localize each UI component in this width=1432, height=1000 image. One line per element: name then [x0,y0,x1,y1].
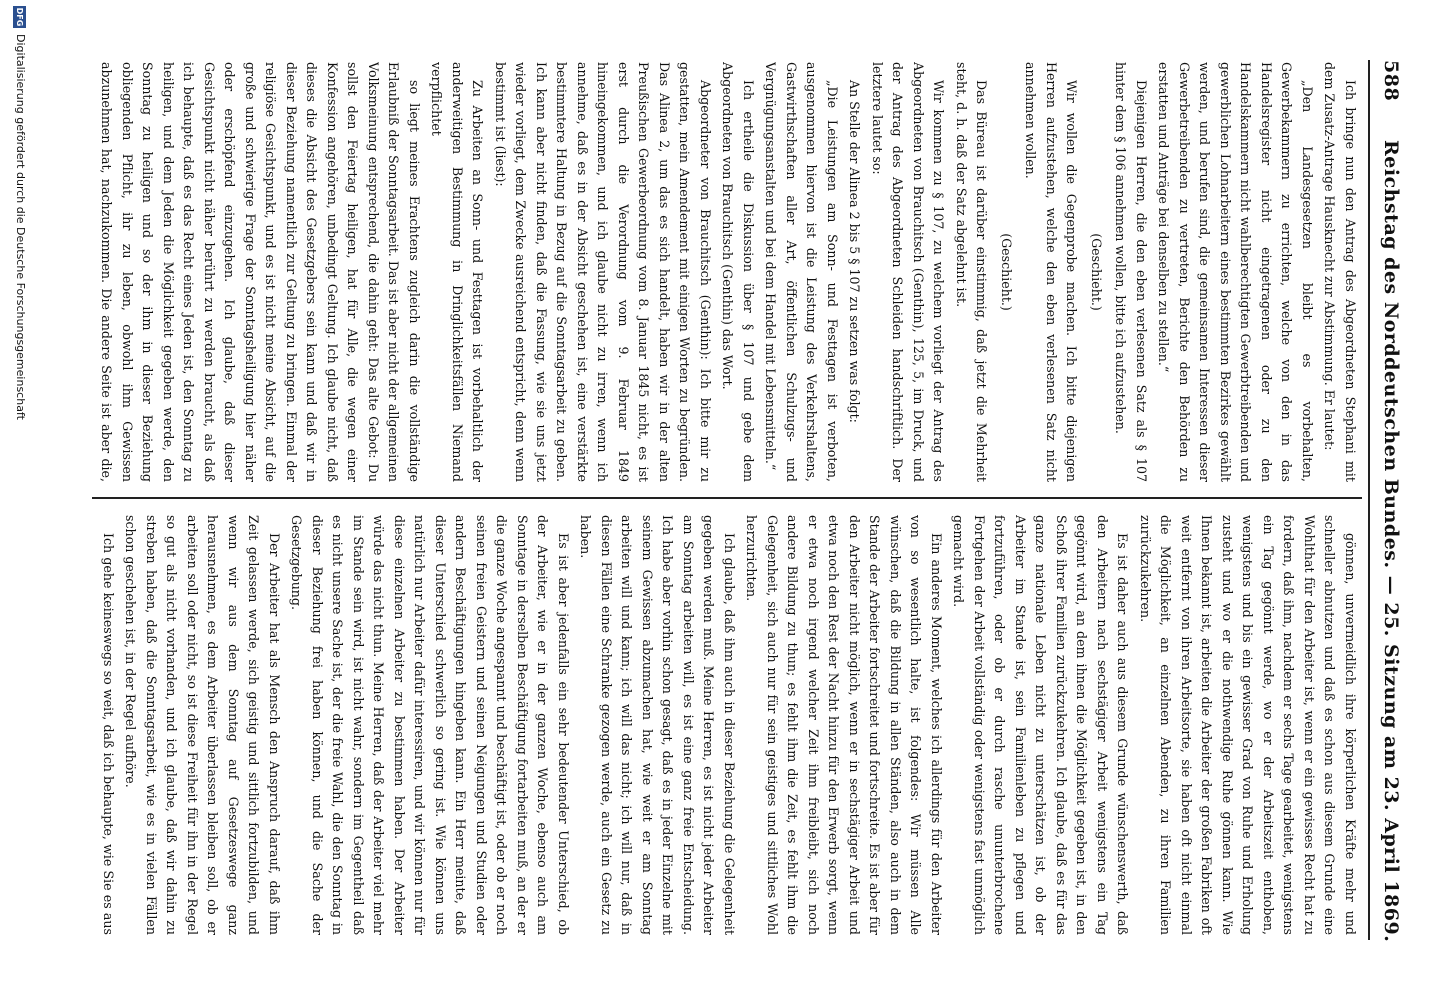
left-paragraph: Zu Arbeiten an Sonn- und Festtagen ist vorbehaltlich der anderweitigen Bestimmung in Dringlichkeitsfällen Niemand verpflichtet [429,62,486,482]
right-paragraph: Ein anderes Moment, welches ich allerdings für den Arbeiter von so wesentlich halte, ist folgendes: Wir müssen Alle wünschen, daß die Bildung in allen Ständen, also auch in dem Stande der Arbeiter fortschreitet und fortschreite. Es ist aber für den Arbeiter nicht möglich, wenn er in sechstägiger Arbeit und etwa noch den Rest der Nacht hinzu für den Erwerb sorgt, wenn er etwa noch irgend welcher Zeit ihm freibleibt, sich noch andere Bildung zu thun; es fehlt ihm die Zeit, es fehlt ihm die Gelegenheit, sich auch nur für sein geistiges und sittliches Wohl herzurichten. [744,515,944,935]
left-column [100,62,1360,482]
page-header [1372,60,1402,943]
left-paragraph: Das Büreau ist darüber einstimmig, daß jetzt die Mehrheit steht, d. h. daß der Satz abgelehnt ist. [954,62,990,482]
left-paragraph: An Stelle der Alinea 2 bis 5 § 107 zu setzen was folgt: [847,80,863,423]
left-paragraph: Abgeordneter von Brauchitsch (Genthin): Ich bitte mir zu gestatten, mein Amendement mit einigen Worten zu begründen. Das Alinea 2, um das es sich handelt, haben wir in der alten Preußischen Gewerbeordnung vom 8. Januar 1845 nicht, es ist erst durch die Verordnung vom 9. Februar 1849 hineingekommen, und ich glaube nicht zu irren, wenn ich annehme, daß es in der Absicht geschehen ist, eine verstärkte bestimmtere Haltung in Bezug auf die Sonntagsarbeit zu geben. Ich kann aber nicht finden, daß die Fassung, wie sie uns jetzt wieder vorliegt, dem Zwecke ausreichend entspricht, denn wenn bestimmt ist (liest): [493,62,713,482]
left-paragraph: „Den Landesgesetzen bleibt es vorbehalten, Gewerbekammern zu errichten, welche von den in das Handelsregister nicht eingetragenen oder zu den Handelskammern nicht wahlberechtigten Gewerbtreibenden und gewerblichen Lohnarbeitern eines bestimmten Bezirkes gewählt werden, und berufen sind, die gemeinsamen Interessen dieser Gewerbetreibenden zu vertreten, Berichte den Behörden zu erstatten und Anträge bei denselben zu stellen.“ [1156,62,1315,482]
left-stage-note: (Geschieht.) [1089,233,1104,311]
right-paragraph: gönnen, unvermeidlich ihre körperlichen Kräfte mehr und schneller abnutzen und daß es schon aus diesem Grunde eine Wohlthat für den Arbeiter ist, wenn er ein gewisses Recht hat zu fordern, daß ihm, nachdem er sechs Tage gearbeitet, wenigstens ein Tag gegönnt werde, wo er der Arbeitszeit enthoben, wenigstens und bis ein gewisser Grad von Ruhe und Erholung zusteht und wo er die nothwendige Ruhe gönnen kann. Wie Ihnen bekannt ist, arbeiten die Arbeiter der großen Fabriken oft weit entfernt von ihren Arbeitsorte, sie haben oft nicht einmal die Möglichkeit, an einzelnen Abenden, zu ihren Familien zurückzukehren. [1138,515,1358,935]
header-rule [1368,60,1370,940]
left-paragraph: Wir kommen zu § 107, zu welchem vorliegt der Antrag des Abgeordneten von Brauchitsch (Genthin), 125, 5, im Druck, und der Antrag des Abgeordneten Schleiden handschriftlich. Der letztere lautet so: [870,62,947,482]
right-paragraph: Ich glaube, daß ihm auch in dieser Beziehung die Gelegenheit gegeben werden muß. Meine Herren, es ist nicht jeder Arbeiter am Sonntag arbeiten will, es ist eine ganz freie Entscheidung. Ich habe aber vorhin schon gesagt, daß es in jeder Einzelne mit seinem Gewissen abzumachen hat, wie weit er am Sonntag arbeiten will und kann; ich will das nicht; ich will nur, daß in diesen Fällen eine Schranke gezogen werde, auch ein Gesetz zu haben. [578,515,737,935]
running-title: Reichstag des Norddeutschen Bundes. — 25. Sitzung am 23. April 1869. [1380,140,1402,943]
right-column [100,515,1360,935]
left-paragraph: Ich ertheile die Diskussion über § 107 und gebe dem Abgeordneten von Brauchitsch (Genthin) das Wort. [720,62,756,482]
column-divider [92,497,1362,499]
left-paragraph: Wir wollen die Gegenprobe machen. Ich bitte diejenigen Herren aufzustehen, welche den eben verlesenen Satz nicht annehmen wollen. [1023,62,1080,482]
right-paragraph: Es ist aber jedenfalls ein sehr bedeutender Unterschied, ob der Arbeiter, wie er in der ganzen Woche, ebenso auch am Sonntage in derselben Beschäftigung fortarbeiten muß, an der er die ganze Woche angespannt und beschäftigt ist, oder ob er noch seinen freien Geistern und seinen Neigungen und Studien oder andern Beschäftigungen hingeben kann. Ein Herr meinte, daß dieser Unterschied schwerlich so gering ist. Wie können uns natürlich nur Arbeiter dafür interessiren, und wir können nur für diese einzelnen Arbeiter zu bestimmen haben. Der Arbeiter würde das nicht thun. Meine Herren, daß der Arbeiter viel mehr im Stande sein wird, ist nicht wahr, sondern im Gegentheil daß es nicht unsere Sache ist, der die freie Wahl, die den Sonntag in dieser Beziehung frei haben können, und die Sache der Gesetzgebung. [289,515,571,935]
left-stage-note: (Geschieht.) [999,233,1014,311]
right-paragraph: Ich gehe keineswegs so weit, daß ich behaupte, wie Sie es aus [101,533,116,935]
digitization-footer [7,0,27,1000]
left-paragraph: so liegt meines Erachtens zugleich darin die vollständige Erlaubniß der Sonntagsarbeit. Das ist aber nicht der allgemeinen Volksmeinung entsprechend, die dahin geht: Das alte Gebot: Du sollst den Feiertag heiligen, hat für Alle, die wegen einer Konfession angehören, unbedingt Geltung. Ich glaube nicht, daß dieses die Absicht des Gesetzgebers sein kann und daß wir in dieser Beziehung namentlich zur Geltung zu bringen. Einmal der religiöse Gesichtspunkt, und es ist nicht meine Absicht, auf die große und schwierige Frage der Sonntagsheiligung hier näher oder erschöpfend einzugehen. Ich glaube, daß dieser Gesichtspunkt nicht näher berührt zu werden braucht, als daß ich behaupte, daß es das Recht eines Jeden ist, den Sonntag zu heiligen, und dem Jeden die Möglichkeit gegeben werde, den Sonntag zu heiligen und so der ihm in dieser Beziehung obliegenden Pflicht, ihr zu leben, obwohl ihm Gewissen abzunehmen hat, nachzukommen. Die andere Seite ist aber die, [100,62,422,482]
right-paragraph: Es ist daher auch aus diesem Grunde wünschenswerth, daß den Arbeitern nach sechstägiger Arbeit wenigstens ein Tag gegönnt wird, an dem ihnen die Möglichkeit gegeben ist, in den Schoß ihrer Familien zurückzukehren. Ich glaube, daß es für das ganze nationale Leben nicht zu unterschätzen ist, ob der Arbeiter im Stande ist, sein Familienleben zu pflegen und fortzuführen, oder ob er durch rasche ununterbrochene Fortgehen der Arbeit vollständig oder wenigstens fast unmöglich gemacht wird. [951,515,1131,935]
dfg-logo: DFG [15,7,25,27]
left-paragraph: Ich bringe nun den Antrag des Abgeordneten Stephani mit dem Zusatz-Antrage Hausknecht zur Abstimmung. Er lautet: [1322,62,1358,482]
page-number: 588 [1380,60,1402,102]
footer-text: Digitalisierung gefördert durch die Deutsche Forschungsgemeinschaft [14,34,27,420]
left-paragraph: „Die Leistungen am Sonn- und Festtagen ist verboten, ausgenommen hiervon ist die Leistung des Verkehrshaltens, Gastwirthschaften aller Art, öffentlichen Schulzugs- und Vergnügungsanstalten und bei dem Handel mit Lebensmitteln.“ [763,62,840,482]
right-paragraph: Der Arbeiter hat als Mensch den Anspruch darauf, daß ihm Zeit gelassen werde, sich geistig und sittlich fortzubilden, und wenn wir aus dem Sonntag auf Gesetzeswege ganz herausnehmen, es dem Arbeiter überlassen bleiben soll, ob er arbeiten soll oder nicht, so ist diese Freiheit für ihn in der Regel so gut als nicht vorhanden, und ich glaube, daß wir dahin zu streben haben, daß die Sonntagsarbeit, wie es in vielen Fällen schon geschehen ist, in der Regel aufhöre. [123,515,282,935]
left-paragraph: Diejenigen Herren, die den eben verlesenen Satz als § 107 hinter dem § 106 annehmen wollen, bitte ich aufzustehen. [1113,62,1149,482]
